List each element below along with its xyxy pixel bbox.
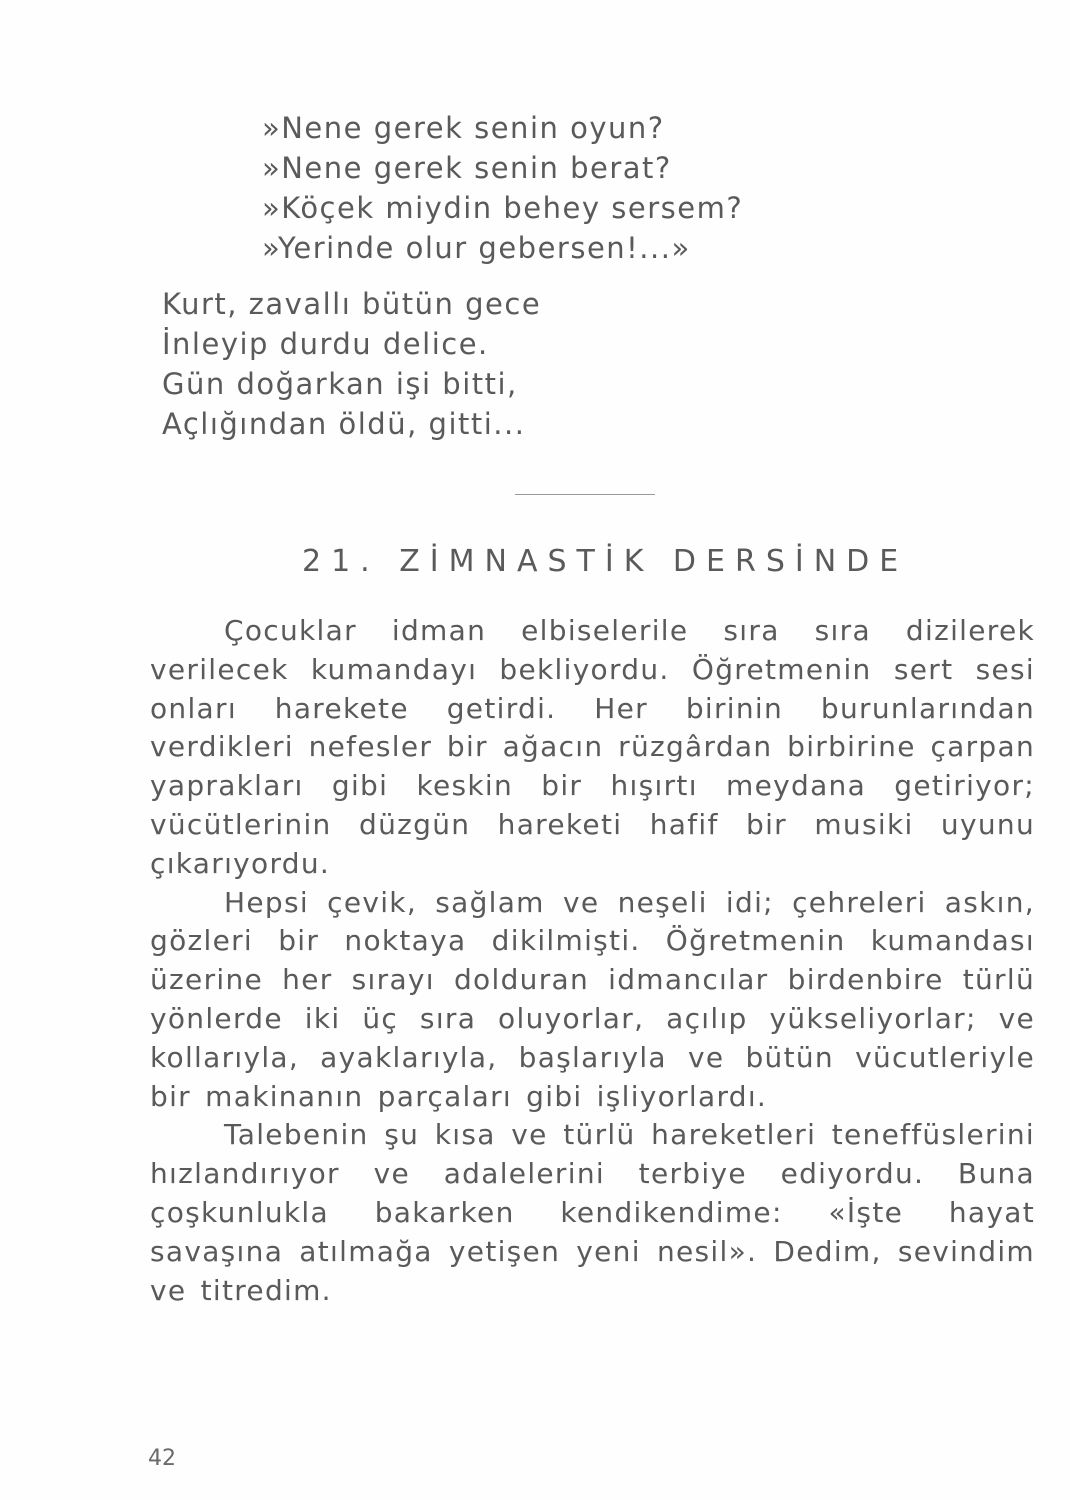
paragraph: Hepsi çevik, sağlam ve neşeli idi; çehreleri askın, gözleri bir noktaya dikilmişti. Öğretmenin kumandası üzerine her sırayı dolduran idmancılar birdenbire türlü yönlerde iki üç sıra oluyorlar, açılıp yükseliyorlar; ve kollarıyla, ayaklarıyla, başlarıyla ve bütün vücutleriyle bir makinanın parçaları gibi işliyorlardı. [150,885,1035,1113]
poem-line: Gün doğarkan işi bitti, [162,367,518,401]
poem-line: »Yerinde olur gebersen!...» [262,231,691,265]
poem-line: Kurt, zavallı bütün gece [162,287,542,321]
page-number: 42 [148,1446,176,1471]
paragraph: Talebenin şu kısa ve türlü hareketleri teneffüslerini hızlandırıyor ve adalelerini terbiye ediyordu. Buna çoşkunlukla bakarken kendikendime: «İşte hayat savaşına atılmağa yetişen yeni nesil». Dedim, sevindim ve titredim. [150,1118,1035,1307]
section-divider [515,494,655,495]
poem-stanza-1 [262,108,743,268]
poem-line: »Nene gerek senin oyun? [262,111,665,145]
section-title: 21. ZİMNASTİK DERSİNDE [302,544,909,579]
section-body [150,612,1035,1310]
poem-stanza-2 [162,284,541,444]
paragraph: Çocuklar idman elbiselerile sıra sıra dizilerek verilecek kumandayı bekliyordu. Öğretmenin sert sesi onları harekete getirdi. Her birinin burunlarından verdikleri nefesler bir ağacın rüzgârdan birbirine çarpan yaprakları gibi keskin bir hışırtı meydana getiriyor; vücütlerinin düzgün hareketi hafif bir musiki uyunu çıkarıyordu. [150,614,1035,880]
poem-line: »Nene gerek senin berat? [262,151,672,185]
poem-line: »Köçek miydin behey sersem? [262,191,744,225]
poem-line: Açlığından öldü, gitti... [162,407,526,441]
poem-line: İnleyip durdu delice. [162,327,489,361]
